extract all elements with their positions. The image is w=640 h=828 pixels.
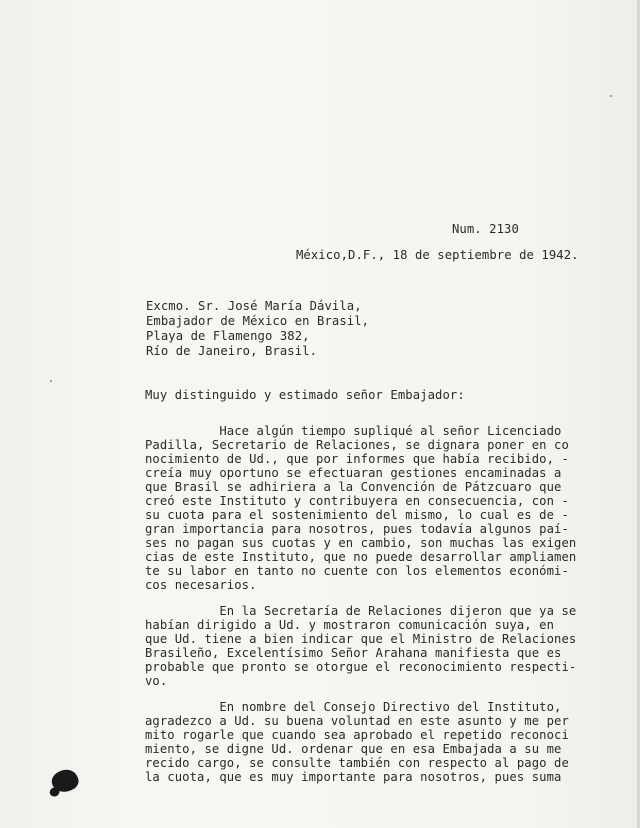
paragraph-3-line: la cuota, que es muy importante para nosotros, pues suma bbox=[145, 770, 562, 784]
paragraph-2-line: Brasileño, Excelentísimo Señor Arahana manifiesta que es bbox=[145, 646, 562, 660]
paragraph-2-line: probable que pronto se otorgue el reconocimiento respecti- bbox=[145, 660, 577, 674]
address-line: Río de Janeiro, Brasil. bbox=[146, 344, 318, 358]
address-line: Embajador de México en Brasil, bbox=[146, 314, 370, 328]
paper-speck bbox=[50, 380, 52, 382]
address-line: Excmo. Sr. José María Dávila, bbox=[146, 299, 362, 313]
salutation: Muy distinguido y estimado señor Embajador: bbox=[145, 388, 465, 402]
paragraph-1-line: creó este Instituto y contribuyera en consecuencia, con - bbox=[145, 494, 569, 508]
paragraph-1-line: te su labor en tanto no cuente con los elementos económi- bbox=[145, 564, 569, 578]
paragraph-3-line: recido cargo, se consulte también con respecto al pago de bbox=[145, 756, 569, 770]
paragraph-3-line: mito rogarle que cuando sea aprobado el repetido reconoci bbox=[145, 728, 569, 742]
paragraph-3-line: agradezco a Ud. su buena voluntad en este asunto y me per bbox=[145, 714, 569, 728]
letter-number: Num. 2130 bbox=[452, 222, 519, 236]
paragraph-1-line: Hace algún tiempo supliqué al señor Licenciado bbox=[145, 424, 562, 438]
paragraph-1-line: cos necesarios. bbox=[145, 578, 257, 592]
paragraph-2-line: que Ud. tiene a bien indicar que el Ministro de Relaciones bbox=[145, 632, 577, 646]
paragraph-3-line: En nombre del Consejo Directivo del Instituto, bbox=[145, 700, 562, 714]
paragraph-1-line: gran importancia para nosotros, pues todavía algunos paí- bbox=[145, 522, 569, 536]
paper-speck bbox=[610, 95, 612, 97]
address-line: Playa de Flamengo 382, bbox=[146, 329, 310, 343]
paragraph-1-line: Padilla, Secretario de Relaciones, se dignara poner en co bbox=[145, 438, 569, 452]
paragraph-2-line: habían dirigido a Ud. y mostraron comunicación suya, en bbox=[145, 618, 555, 632]
paragraph-1-line: su cuota para el sostenimiento del mismo, lo cual es de - bbox=[145, 508, 569, 522]
paragraph-1-line: ses no pagan sus cuotas y en cambio, son muchas las exigen bbox=[145, 536, 577, 550]
paragraph-1-line: creía muy oportuno se efectuaran gestiones encaminadas a bbox=[145, 466, 562, 480]
letter-date: México,D.F., 18 de septiembre de 1942. bbox=[296, 248, 579, 262]
paragraph-2-line: En la Secretaría de Relaciones dijeron que ya se bbox=[145, 604, 577, 618]
paragraph-3-line: miento, se digne Ud. ordenar que en esa Embajada a su me bbox=[145, 742, 562, 756]
paragraph-1-line: nocimiento de Ud., que por informes que había recibido, - bbox=[145, 452, 569, 466]
paragraph-1-line: cias de este Instituto, que no puede desarrollar ampliamen bbox=[145, 550, 577, 564]
paragraph-2-line: vo. bbox=[145, 674, 168, 688]
paragraph-1-line: que Brasil se adhiriera a la Convención de Pátzcuaro que bbox=[145, 480, 562, 494]
